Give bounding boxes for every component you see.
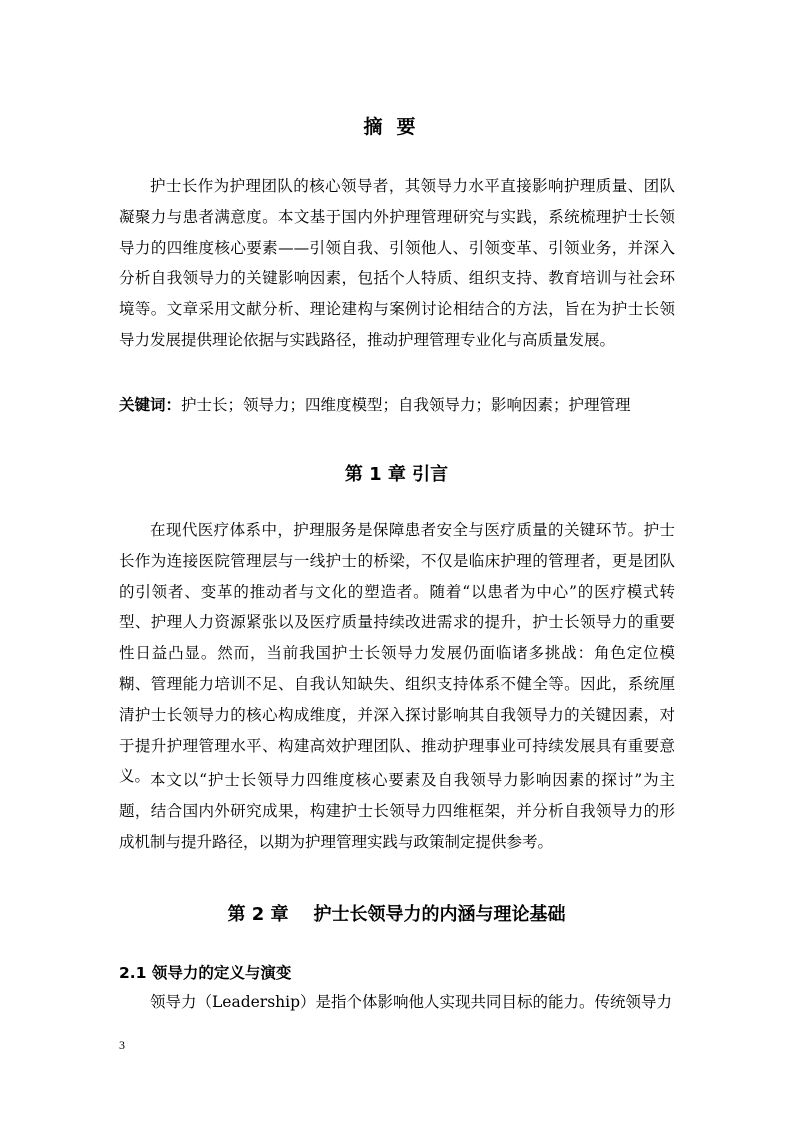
keywords-line	[119, 390, 679, 420]
chapter-1-paragraph-2: 本文以“护士长领导力四维度核心要素及自我领导力影响因素的探讨”为主题，结合国内外研究成果，构建护士长领导力四维框架，并分析自我领导力的形成机制与提升路径，以期为护理管理实践与政策制定提供参考。	[119, 771, 675, 851]
chapter-2-title: 第 2 章 护士长领导力的内涵与理论基础	[227, 904, 566, 925]
chapter-1-title: 第 1 章 引言	[344, 464, 449, 485]
abstract-title: 摘要	[363, 116, 430, 138]
keywords-text: 护士长；领导力；四维度模型；自我领导力；影响因素；护理管理	[181, 396, 631, 414]
abstract-text: 护士长作为护理团队的核心领导者，其领导力水平直接影响护理质量、团队凝聚力与患者满意度。本文基于国内外护理管理研究与实践，系统梳理护士长领导力的四维度核心要素——引领自我、引领他人、引领变革、引领业务，并深入分析自我领导力的关键影响因素，包括个人特质、组织支持、教育培训与社会环境等。文章采用文献分析、理论建构与案例讨论相结合的方法，旨在为护士长领导力发展提供理论依据与实践路径，推动护理管理专业化与高质量发展。	[119, 177, 675, 349]
chapter-1-paragraph-1: 在现代医疗体系中，护理服务是保障患者安全与医疗质量的关键环节。护士长作为连接医院管理层与一线护士的桥梁，不仅是临床护理的管理者，更是团队的引领者、变革的推动者与文化的塑造者。随着“以患者为中心”的医疗模式转型、护理人力资源紧张以及医疗质量持续改进需求的提升，护士长领导力的重要性日益凸显。然而，当前我国护士长领导力发展仍面临诸多挑战：角色定位模糊、管理能力培训不足、自我认知缺失、组织支持体系不健全等。因此，系统厘清护士长领导力的核心构成维度，并深入探讨影响其自我领导力的关键因素，对于提升护理管理水平、构建高效护理团队、推动护理事业可持续发展具有重要意义。	[119, 521, 675, 786]
section-2-1-text: 领导力（Leadership）是指个体影响他人实现共同目标的能力。传统领导力	[150, 993, 673, 1011]
section-2-1-title: 2.1 领导力的定义与演变	[119, 964, 292, 982]
keywords-label: 关键词：	[119, 396, 182, 414]
page-number: 3	[119, 1038, 125, 1052]
